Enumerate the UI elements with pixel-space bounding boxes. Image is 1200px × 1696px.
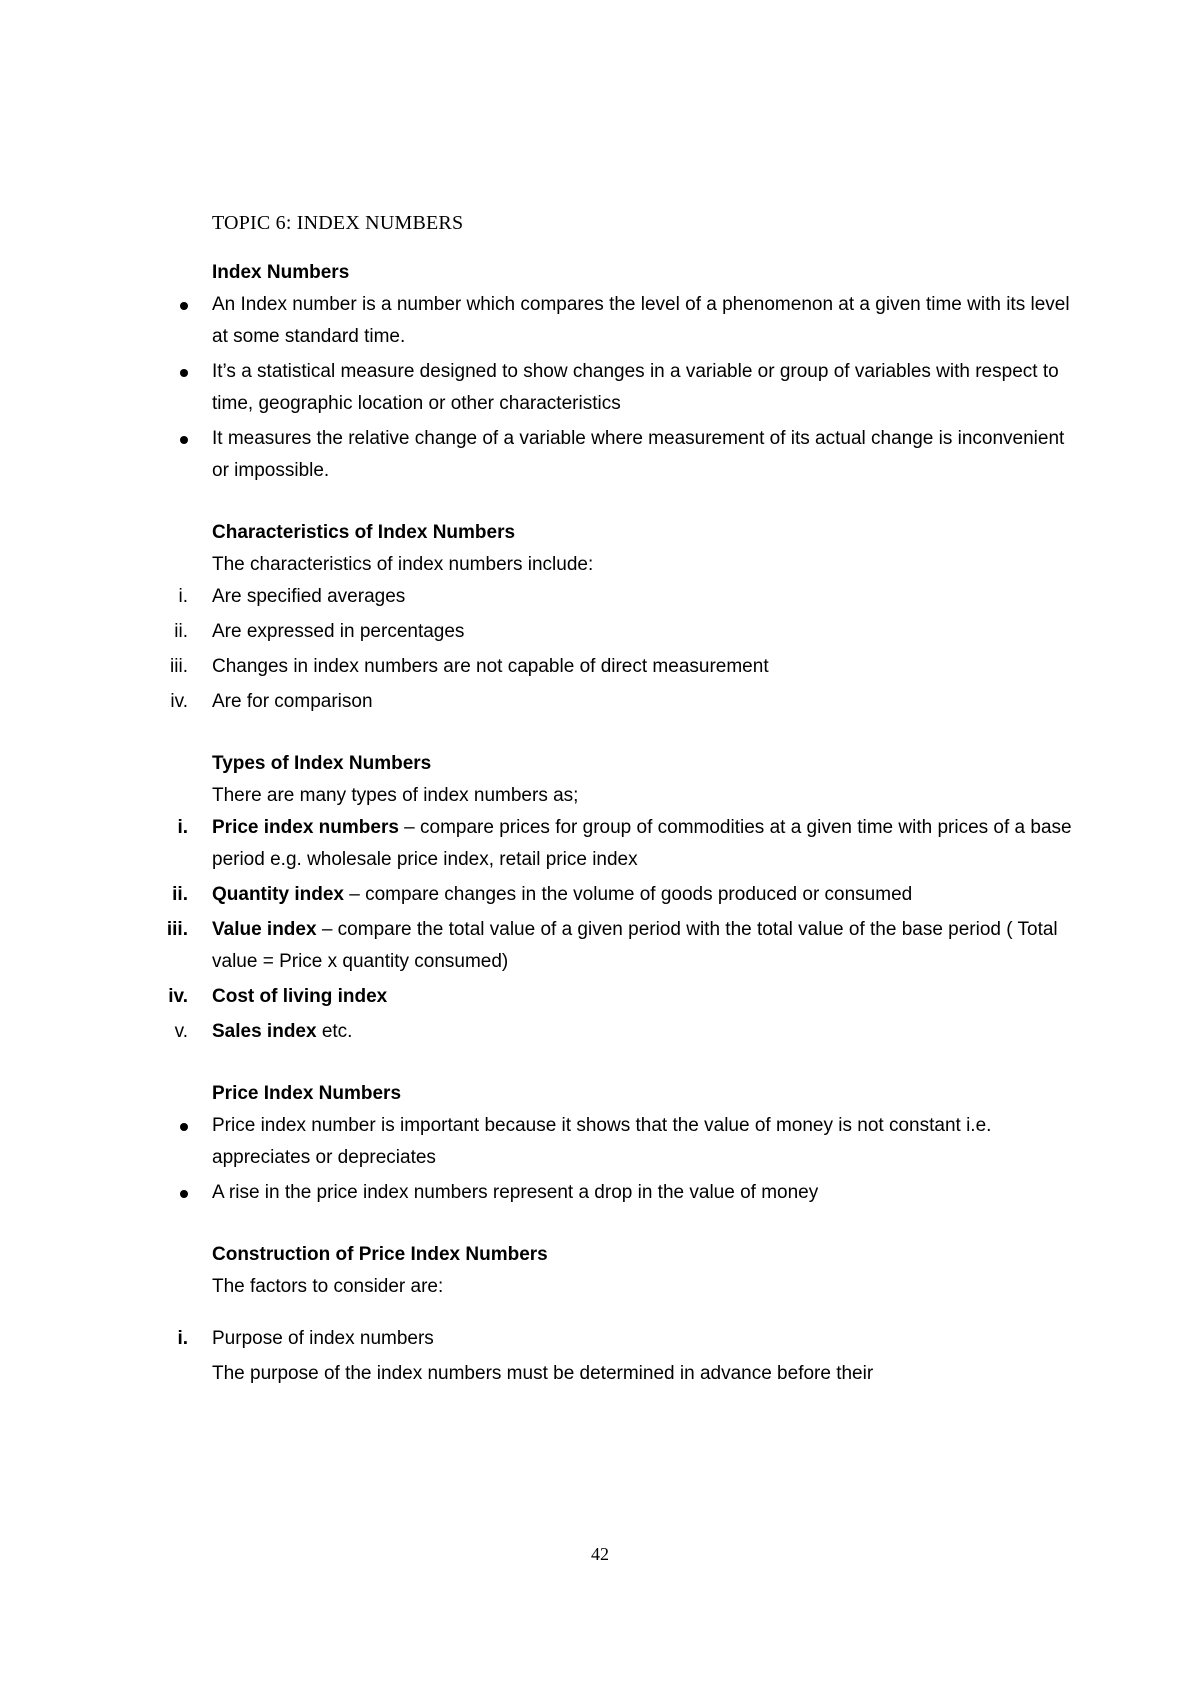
numbered-list [166,812,1072,1048]
topic-title: TOPIC 6: INDEX NUMBERS [212,212,464,234]
page-content [166,212,1072,1390]
list-item [212,1110,1072,1174]
list-item-text: – compare changes in the volume of goods produced or consumed [343,884,913,905]
list-numeral: i. [178,586,188,607]
list-item [178,581,1072,613]
list-numeral: ii. [174,621,188,642]
bullet-icon [180,1123,188,1131]
list-item [168,981,1072,1013]
list-item-text: Purpose of index numbers [212,1328,434,1349]
section-intro: The factors to consider are: [212,1276,444,1297]
bullet-list [212,1110,1072,1209]
spacer [212,1303,1072,1323]
numbered-list [177,1323,1072,1355]
section-heading: Characteristics of Index Numbers [212,522,516,543]
section-heading: Construction of Price Index Numbers [212,1244,548,1265]
bullet-icon [180,1190,188,1198]
list-item [177,812,1072,876]
list-item-text: A rise in the price index numbers represent a drop in the value of money [212,1182,819,1203]
list-item-text: Are expressed in percentages [212,621,465,642]
numbered-list [170,581,1072,718]
section-price-index-numbers [212,1078,1072,1209]
list-numeral: iv. [168,986,188,1007]
section-types [166,748,1072,1048]
list-item [212,356,1072,420]
section-heading: Types of Index Numbers [212,753,432,774]
list-item-text: It measures the relative change of a variable where measurement of its actual change is inconvenient or impossible. [212,428,1065,481]
list-item [170,686,1072,718]
list-item-text: Price index number is important because it shows that the value of money is not constant i.e. appreciates or depreciates [212,1115,992,1168]
list-item-term: Cost of living index [212,986,388,1007]
section-intro: There are many types of index numbers as; [212,785,579,806]
list-item-term: Quantity index [212,884,344,905]
list-item-text: – compare the total value of a given period with the total value of the base period ( Total value = Price x quantity consumed) [212,919,1058,972]
section-construction [177,1239,1072,1390]
list-numeral: iv. [170,691,188,712]
list-item [212,289,1072,353]
list-item [172,879,1072,911]
bullet-icon [180,302,188,310]
list-numeral: i. [177,1328,188,1349]
page-number: 42 [591,1544,609,1564]
section-heading: Index Numbers [212,262,350,283]
list-item-term: Sales index [212,1021,317,1042]
list-item-term: Value index [212,919,317,940]
list-numeral: i. [177,817,188,838]
list-item-text: Are specified averages [212,586,406,607]
section-heading: Price Index Numbers [212,1083,402,1104]
list-item-text: An Index number is a number which compares the level of a phenomenon at a given time with its level at some standard time. [212,294,1070,347]
list-item [170,651,1072,683]
list-item-text: Are for comparison [212,691,373,712]
list-item [177,1323,1072,1355]
list-numeral: v. [174,1021,188,1042]
list-numeral: iii. [170,656,188,677]
bullet-icon [180,436,188,444]
list-item [212,1177,1072,1209]
list-numeral: ii. [172,884,188,905]
list-item [174,1016,1072,1048]
list-item-text: It’s a statistical measure designed to show changes in a variable or group of variables with respect to time, geographic location or other characteristics [212,361,1059,414]
section-characteristics [170,517,1072,718]
list-item [212,423,1072,487]
list-item-text: Changes in index numbers are not capable of direct measurement [212,656,769,677]
bullet-list [212,289,1072,487]
list-numeral: iii. [166,919,188,940]
bullet-icon [180,369,188,377]
list-item-term: Price index numbers [212,817,399,838]
list-item [174,616,1072,648]
list-item [166,914,1072,978]
section-index-numbers [212,257,1072,487]
section-intro: The characteristics of index numbers include: [212,554,594,575]
section-continuation: The purpose of the index numbers must be determined in advance before their [212,1363,874,1384]
list-item-text: etc. [316,1021,353,1042]
list-item-text: – compare prices for group of commodities at a given time with prices of a base period e.g. wholesale price index, retail price index [212,817,1072,870]
